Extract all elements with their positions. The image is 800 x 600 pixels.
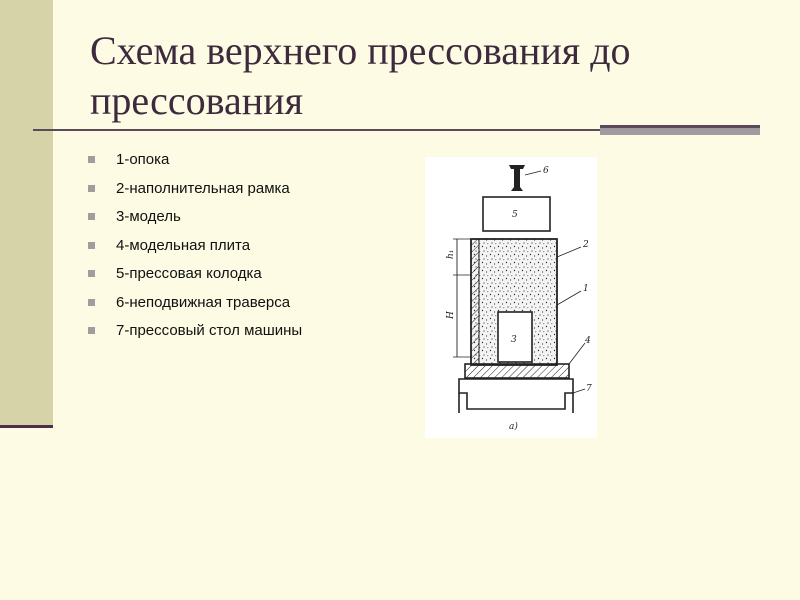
figure-caption: а) [509, 422, 518, 432]
list-item [88, 289, 302, 318]
list-item-label: 1-опока [116, 151, 170, 168]
label-1: 1 [583, 284, 589, 294]
page-title: Схема верхнего прессования до прессования [90, 28, 631, 123]
list-item-label: 6-неподвижная траверса [116, 293, 291, 311]
list-item [88, 175, 302, 204]
title-divider [33, 129, 601, 131]
list-item [88, 260, 302, 289]
side-band [0, 0, 53, 425]
press-table [459, 379, 592, 413]
title-divider-accent-edge [600, 125, 760, 128]
bullet-icon [88, 299, 95, 306]
legend-list [88, 146, 302, 346]
list-item [88, 232, 302, 261]
press-block [483, 197, 550, 231]
bullet-icon [88, 156, 95, 163]
pressing-diagram-svg [425, 157, 597, 438]
label-3: 3 [511, 335, 517, 345]
bullet-icon [88, 242, 95, 249]
label-7: 7 [586, 384, 592, 394]
fixed-traverse [509, 165, 549, 191]
dimension-H: H [446, 311, 456, 319]
bullet-icon [88, 270, 95, 277]
pressing-diagram [425, 157, 597, 438]
bullet-icon [88, 185, 95, 192]
bullet-icon [88, 213, 95, 220]
list-item-label: 4-модельная плита [116, 236, 251, 254]
list-item [88, 317, 302, 346]
label-2: 2 [583, 240, 589, 250]
dimension-h1: h₁ [446, 249, 456, 259]
label-6: 6 [543, 166, 549, 176]
list-item-label: 3-модель [116, 208, 181, 225]
side-band-line [0, 425, 53, 428]
label-4: 4 [585, 336, 591, 346]
list-item-label: 7-прессовый стол машины [116, 322, 303, 339]
model [498, 312, 532, 362]
dimension-lines [446, 239, 471, 357]
list-item [88, 203, 302, 232]
list-item-label: 2-наполнительная рамка [116, 179, 290, 197]
list-item [88, 146, 302, 175]
list-item-label: 5-прессовая колодка [116, 265, 262, 282]
bullet-icon [88, 327, 95, 334]
label-5: 5 [512, 210, 518, 220]
